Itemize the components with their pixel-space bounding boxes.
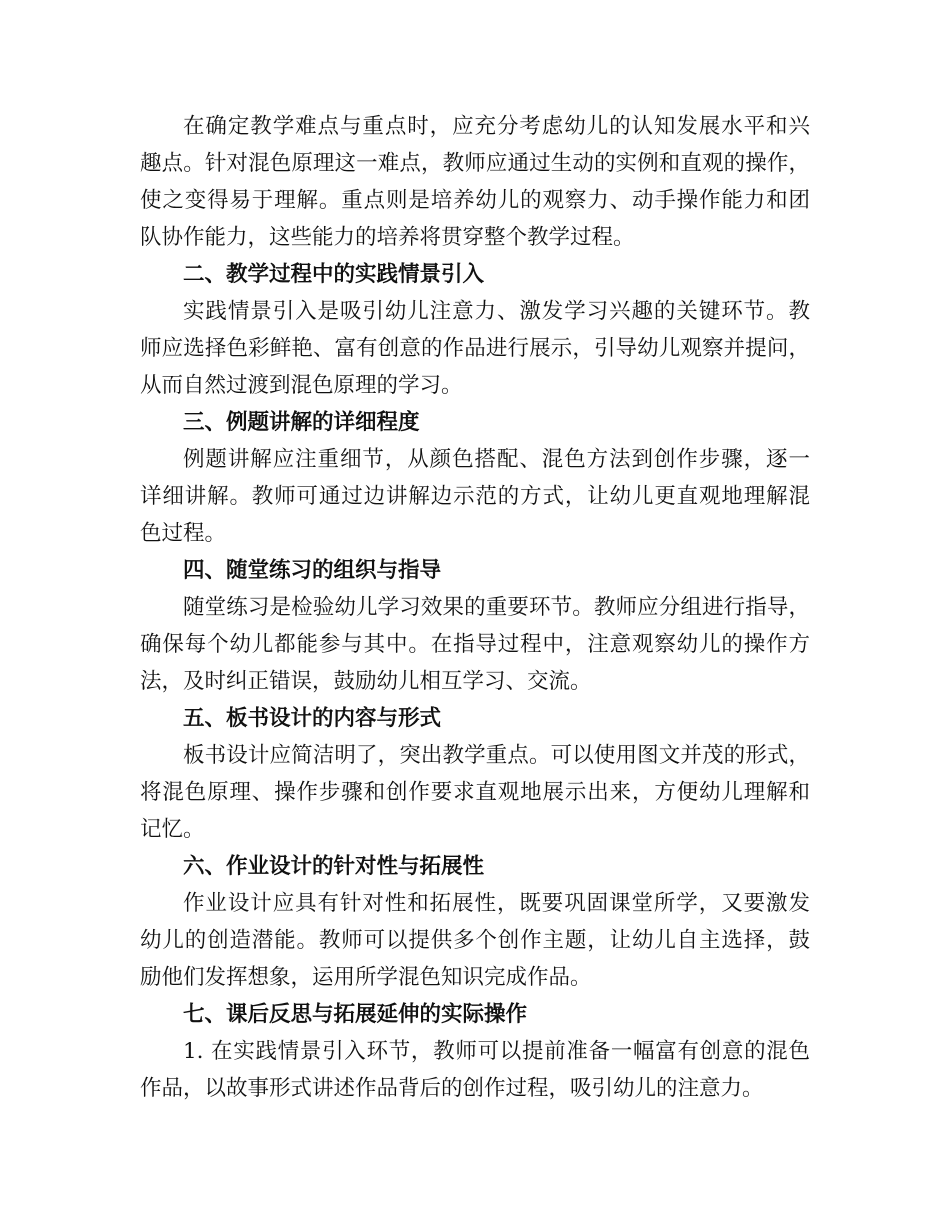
paragraph-line: 法，及时纠正错误，鼓励幼儿相互学习、交流。 [140, 669, 592, 694]
paragraph-line: 作品，以故事形式讲述作品背后的创作过程，吸引幼儿的注意力。 [140, 1076, 764, 1101]
section-heading: 六、作业设计的针对性与拓展性 [183, 854, 485, 879]
paragraph-line: 色过程。 [140, 521, 227, 546]
section-heading: 四、随堂练习的组织与指导 [183, 558, 442, 583]
section-7 [140, 996, 810, 1107]
paragraph-line: 确保每个幼儿都能参与其中。在指导过程中，注意观察幼儿的操作方 [140, 632, 810, 657]
paragraph-line: 1. 在实践情景引入环节，教师可以提前准备一幅富有创意的混色 [183, 1039, 810, 1064]
section-heading: 七、课后反思与拓展延伸的实际操作 [183, 1002, 528, 1027]
paragraph-line: 趣点。针对混色原理这一难点，教师应通过生动的实例和直观的操作， [140, 151, 810, 176]
paragraph-line: 幼儿的创造潜能。教师可以提供多个创作主题，让幼儿自主选择，鼓 [140, 928, 810, 953]
paragraph-line: 将混色原理、操作步骤和创作要求直观地展示出来，方便幼儿理解和 [140, 780, 810, 805]
paragraph-line: 励他们发挥想象，运用所学混色知识完成作品。 [140, 965, 592, 990]
paragraph-line: 师应选择色彩鲜艳、富有创意的作品进行展示，引导幼儿观察并提问， [140, 336, 810, 361]
section-4 [140, 552, 810, 700]
section-heading: 二、教学过程中的实践情景引入 [183, 262, 485, 287]
section-2 [140, 256, 810, 404]
section-heading: 三、例题讲解的详细程度 [183, 410, 420, 435]
section-heading: 五、板书设计的内容与形式 [183, 706, 442, 731]
document-page [140, 108, 810, 1107]
paragraph-line: 例题讲解应注重细节，从颜色搭配、混色方法到创作步骤，逐一 [183, 447, 810, 472]
paragraph-line: 作业设计应具有针对性和拓展性，既要巩固课堂所学，又要激发 [183, 891, 810, 916]
paragraph-line: 随堂练习是检验幼儿学习效果的重要环节。教师应分组进行指导， [183, 595, 810, 620]
paragraph-line: 在确定教学难点与重点时，应充分考虑幼儿的认知发展水平和兴 [183, 114, 810, 139]
paragraph-line: 板书设计应简洁明了，突出教学重点。可以使用图文并茂的形式， [183, 743, 810, 768]
paragraph-line: 使之变得易于理解。重点则是培养幼儿的观察力、动手操作能力和团 [140, 188, 810, 213]
section-6 [140, 848, 810, 996]
paragraph-line: 实践情景引入是吸引幼儿注意力、激发学习兴趣的关键环节。教 [183, 299, 810, 324]
paragraph-line: 记忆。 [140, 817, 205, 842]
section-5 [140, 700, 810, 848]
paragraph-line: 队协作能力，这些能力的培养将贯穿整个教学过程。 [140, 225, 635, 250]
paragraph-line: 从而自然过渡到混色原理的学习。 [140, 373, 463, 398]
intro-section [140, 108, 810, 256]
section-3 [140, 404, 810, 552]
paragraph-line: 详细讲解。教师可通过边讲解边示范的方式，让幼儿更直观地理解混 [140, 484, 810, 509]
